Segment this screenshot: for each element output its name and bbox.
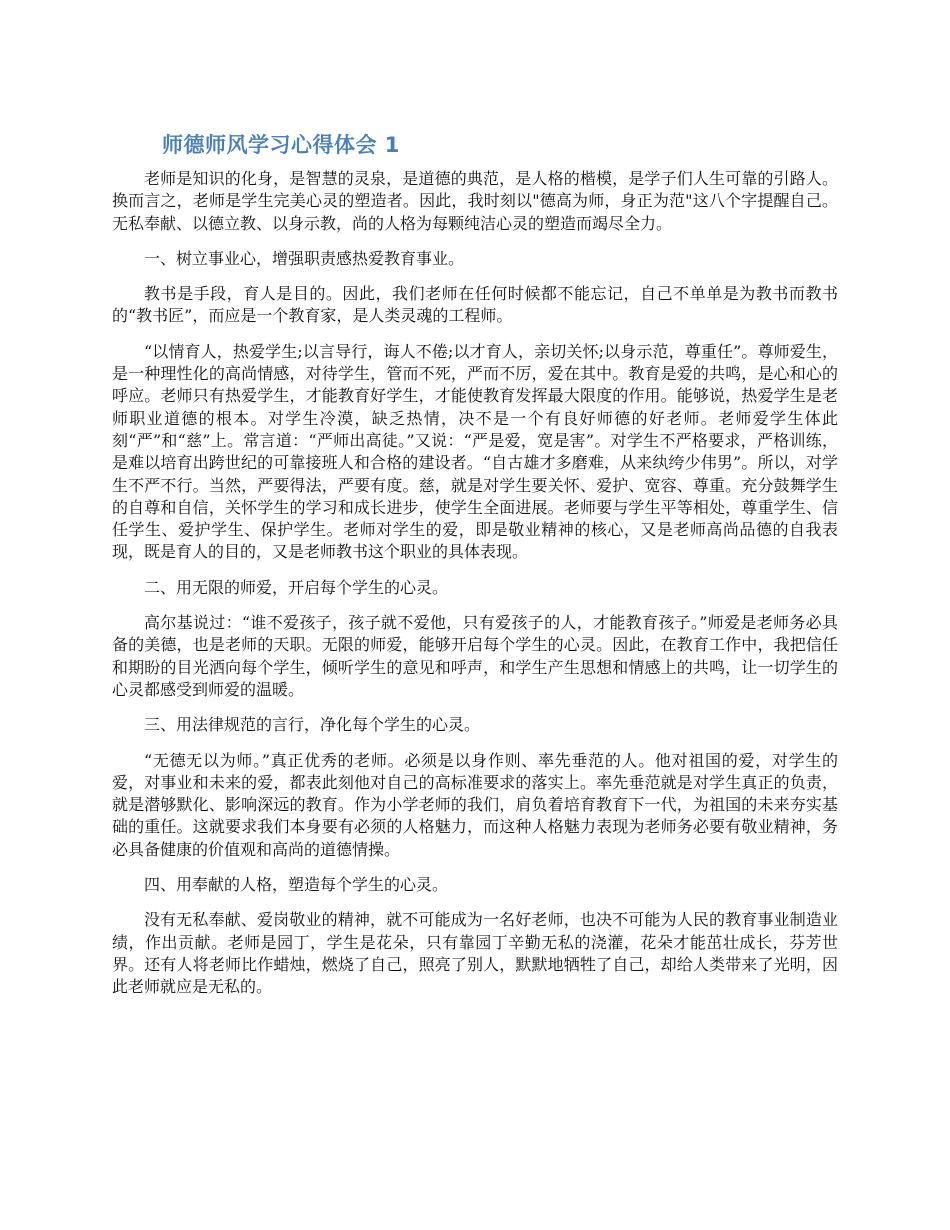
paragraph: “无德无以为师。”真正优秀的老师。必须是以身作则、率先垂范的人。他对祖国的爱，对学生的爱，对事业和未来的爱，都表此刻他对自己的高标准要求的落实上。率先垂范就是对学生真正的负责，就是潜够默化、影响深远的教育。作为小学老师的我们，肩负着培育教育下一代，为祖国的未来夯实基础的重任。这就要求我们本身要有必须的人格魅力，而这种人格魅力表现为老师务必要有敬业精神，务必具备健康的价值观和高尚的道德情操。 [112, 750, 838, 859]
section-heading-4: 四、用奉献的人格，塑造每个学生的心灵。 [144, 875, 449, 895]
paragraph: 教书是手段，育人是目的。因此，我们老师在任何时候都不能忘记，自己不单单是为教书而教书的“教书匠”，而应是一个教育家，是人类灵魂的工程师。 [112, 284, 838, 326]
document-body [112, 168, 838, 1012]
paragraph: 没有无私奉献、爱岗敬业的精神，就不可能成为一名好老师，也决不可能为人民的教育事业制造业绩，作出贡献。老师是园丁，学生是花朵，只有靠园丁辛勤无私的浇灌，花朵才能茁壮成长，芬芳世界。还有人将老师比作蜡烛，燃烧了自己，照亮了别人，默默地牺牲了自己，却给人类带来了光明，因此老师就应是无私的。 [112, 910, 838, 997]
paragraph-intro: 老师是知识的化身，是智慧的灵泉，是道德的典范，是人格的楷模，是学子们人生可靠的引路人。换而言之，老师是学生完美心灵的塑造者。因此，我时刻以"德高为师，身正为范"这八个字提醒自己。无私奉献、以德立教、以身示教，尚的人格为每颗纯洁心灵的塑造而竭尽全力。 [112, 169, 838, 233]
section-heading-1: 一、树立事业心，增强职责感热爱教育事业。 [144, 248, 465, 268]
paragraph: “以情育人，热爱学生;以言导行，诲人不倦;以才育人，亲切关怀;以身示范，尊重任”。尊师爱生，是一种理性化的高尚情感，对待学生，管而不死，严而不厉，爱在其中。教育是爱的共鸣，是心和心的呼应。老师只有热爱学生，才能教育好学生，才能使教育发挥最大限度的作用。能够说，热爱学生是老师职业道德的根本。对学生冷漠，缺乏热情，决不是一个有良好师德的好老师。老师爱学生体此刻“严”和“慈”上。常言道：“严师出高徒。”又说：“严是爱，宽是害”。对学生不严格要求，严格训练，是难以培育出跨世纪的可靠接班人和合格的建设者。“自古雄才多磨难，从来纨绔少伟男”。所以，对学生不严不行。当然，严要得法，严要有度。慈，就是对学生要关怀、爱护、宽容、尊重。充分鼓舞学生的自尊和自信，关怀学生的学习和成长进步，使学生全面进展。老师要与学生平等相处，尊重学生、信任学生、爱护学生、保护学生。老师对学生的爱，即是敬业精神的核心，又是老师高尚品德的自我表现，既是育人的目的，又是老师教书这个职业的具体表现。 [112, 341, 838, 562]
section-heading-2: 二、用无限的师爱，开启每个学生的心灵。 [144, 577, 449, 597]
section-heading-3: 三、用法律规范的言行，净化每个学生的心灵。 [144, 715, 481, 735]
document-title: 师德师风学习心得体会 1 [162, 133, 400, 157]
paragraph: 高尔基说过：“谁不爱孩子，孩子就不爱他，只有爱孩子的人，才能教育孩子。”师爱是老师务必具备的美德，也是老师的天职。无限的师爱，能够开启每个学生的心灵。因此，在教育工作中，我把信任和期盼的目光洒向每个学生，倾听学生的意见和呼声，和学生产生思想和情感上的共鸣，让一切学生的心灵都感受到师爱的温暖。 [112, 613, 838, 699]
